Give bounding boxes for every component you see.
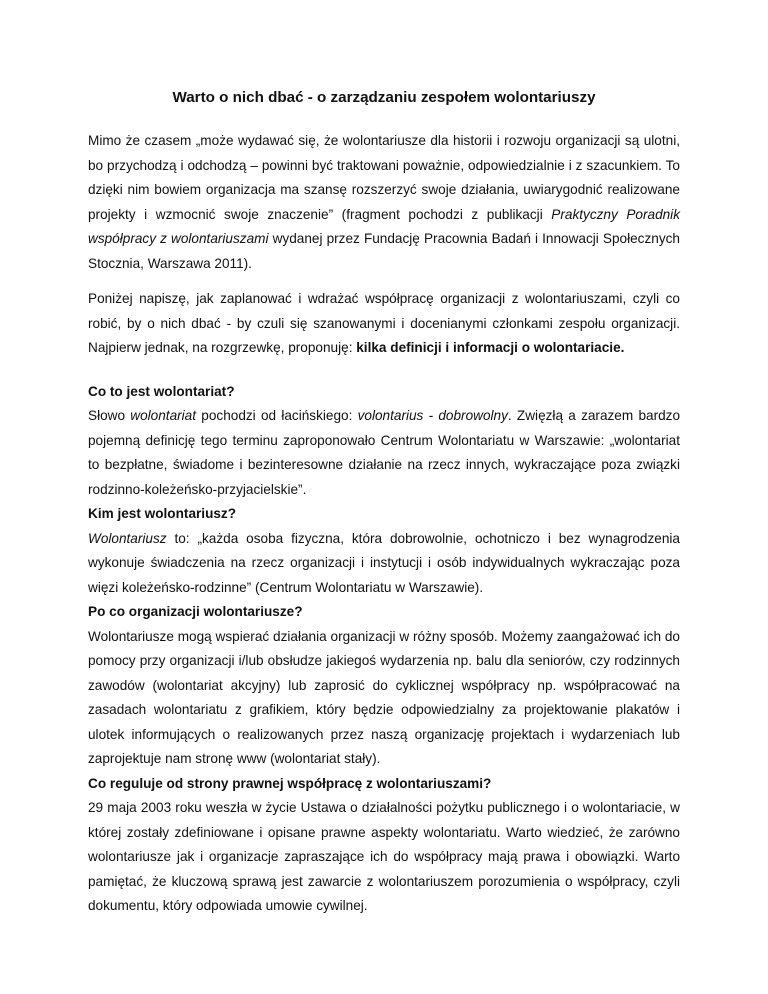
section-text-who-is-volunteer (88, 527, 680, 601)
intro-text-1: Mimo że czasem „może wydawać się, że wolontariusze dla historii i rozwoju organizacji są ulotni, bo przychodzą i odchodzą – powinni być traktowani poważnie, odpowiedzialnie i z szacunkiem. To dzięki nim bowiem organizacja ma szansę rozszerzyć swoje działania, uwiarygodnić realizowane projekty i wzmocnić swoje znaczenie” (fragment pochodzi z publikacji (88, 133, 680, 222)
section-text-why-volunteers: Wolontariusze mogą wspierać działania organizacji w różny sposób. Możemy zaangażować ich do pomocy przy organizacji i/lub obsłudze jakiegoś wydarzenia np. balu dla seniorów, czy rodzinnych zawodów (wolontariat akcyjny) lub zaprosić do cyklicznej współpracy np. współpracować na zasadach wolontariatu z grafikiem, który będzie odpowiedzialny za projektowanie plakatów i ulotek informujących o realizowanych przez naszą organizację projektach i wydarzeniach lub zaprojektuje nam stronę www (wolontariat stały). (88, 628, 680, 766)
section-heading-why-volunteers: Po co organizacji wolontariusze? (88, 604, 303, 619)
section-1-text: to: „każda osoba fizyczna, która dobrowolnie, ochotniczo i bez wynagrodzenia wykonuje świadczenia na rzecz organizacji i instytucji i osób indywidualnych wykraczając poza więzi koleżeńsko-rodzinne” (Centrum Wolontariatu w Warszawie). (88, 530, 680, 595)
term-wolontariusz: Wolontariusz (88, 530, 167, 546)
intro-text-2: wydanej przez Fundację Pracownia Badań i Innowacji Społecznych Stocznia, Warszawa 2011). (88, 231, 680, 271)
plan-bold: kilka definicji i informacji o wolontariacie. (356, 340, 625, 355)
section-0-text-a: Słowo (88, 408, 131, 423)
section-heading-who-is-volunteer: Kim jest wolontariusz? (88, 506, 237, 521)
intro-paragraph (88, 129, 680, 276)
section-0-text-b: pochodzi od łacińskiego: (196, 408, 358, 423)
plan-text: Poniżej napiszę, jak zaplanować i wdrażać współpracę organizacji z wolontariuszami, czyli co robić, by o nich dbać - by czuli się szanowanymi i docenianymi członkami zespołu organizacji. Najpierw jednak, na rozgrzewkę, proponuję: (88, 291, 680, 355)
document-body (88, 88, 680, 919)
plan-paragraph (88, 287, 680, 361)
section-heading-what-is-volunteering: Co to jest wolontariat? (88, 383, 235, 399)
section-0-text-c: . Zwięzłą a zarazem bardzo pojemną definicję tego terminu zaproponowało Centrum Wolontariatu w Warszawie: „wolontariat to bezpłatne, świadome i bezinteresowne działanie na rzecz innych, wykraczające poza związki rodzinno-koleżeńsko-przyjacielskie”. (88, 408, 681, 497)
page-title: Warto o nich dbać - o zarządzaniu zespołem wolontariuszy (172, 89, 596, 106)
section-heading-legal-regulation: Co reguluje od strony prawnej współpracę z wolontariuszami? (88, 775, 492, 791)
term-volontarius: volontarius - dobrowolny (357, 408, 508, 423)
section-text-legal-regulation: 29 maja 2003 roku weszła w życie Ustawa o działalności pożytku publicznego i o wolontariacie, w której zostały zdefiniowane i opisane prawne aspekty wolontariatu. Warto wiedzieć, że zarówno wolontariusze jak i organizacje zapraszające ich do współpracy mają prawa i obowiązki. Warto pamiętać, że kluczową sprawą jest zawarcie z wolontariuszem porozumienia o współpracy, czyli dokumentu, który odpowiada umowie cywilnej. (88, 800, 680, 913)
term-wolontariat: wolontariat (130, 408, 197, 423)
section-text-what-is-volunteering (88, 404, 680, 502)
publication-title: Praktyczny Poradnik współpracy z wolontariuszami (88, 206, 681, 246)
